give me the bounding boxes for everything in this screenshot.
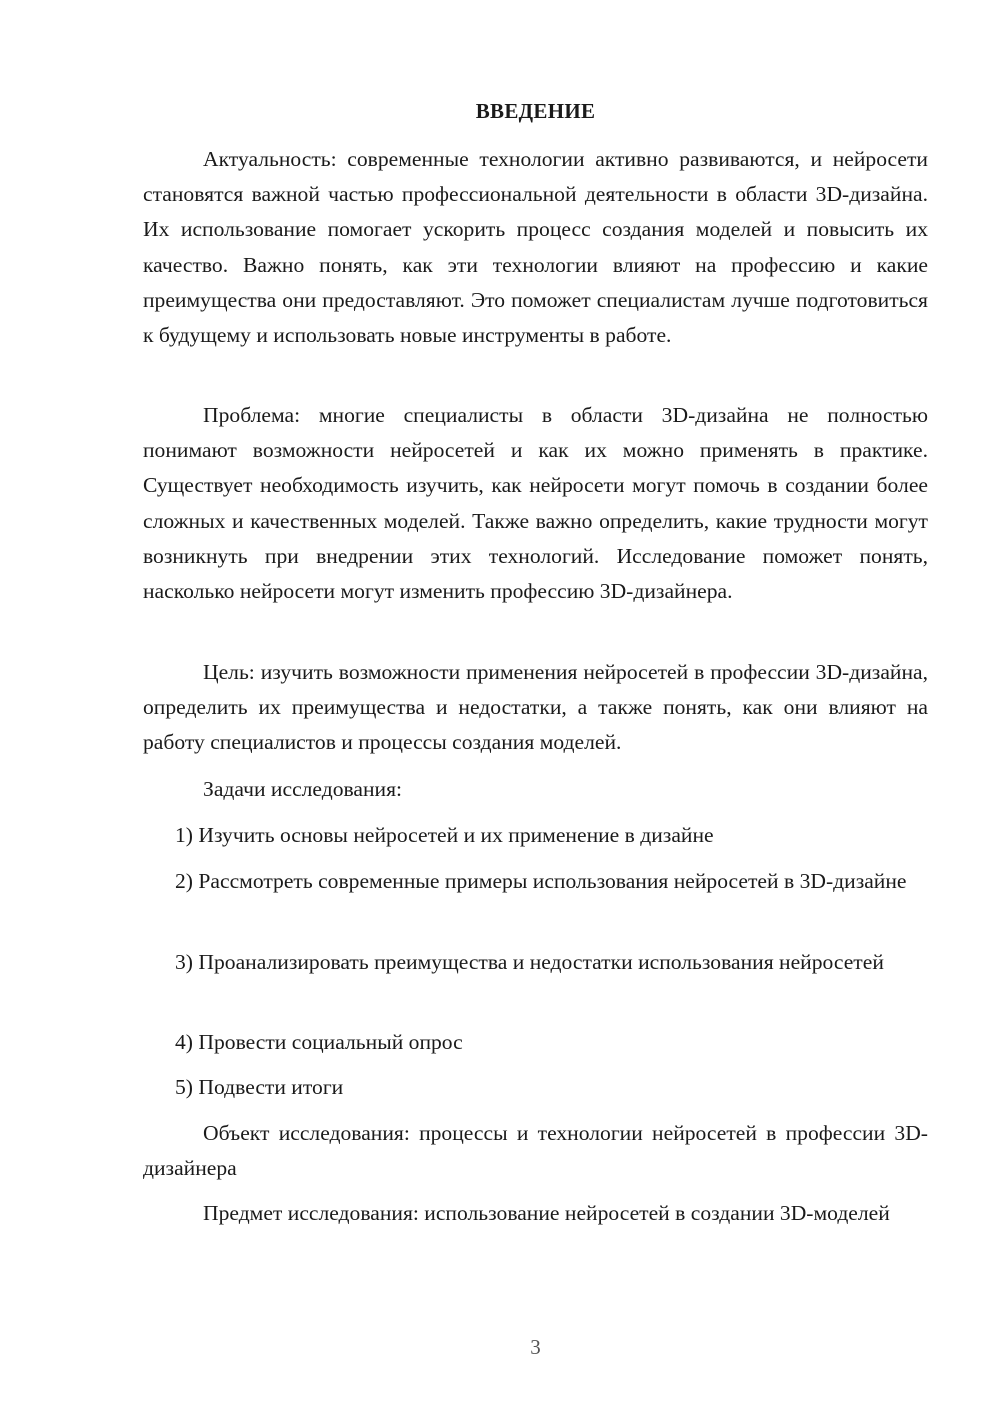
task-item-2: 2) Рассмотреть современные примеры использования нейросетей в 3D-дизайне <box>175 869 907 893</box>
section-heading: ВВЕДЕНИЕ <box>475 99 596 123</box>
document-page <box>143 0 928 1414</box>
tasks-heading: Задачи исследования: <box>203 777 403 801</box>
relevance-paragraph: Актуальность: современные технологии активно развиваются, и нейросети становятся важной частью профессиональной деятельности в области 3D-дизайна. Их использование помогает ускорить процесс создания моделей и повысить их качество. Важно понять, как эти технологии влияют на профессию и какие преимущества они предоставляют. Это поможет специалистам лучше подготовиться к будущему и использовать новые инструменты в работе. <box>143 147 928 348</box>
goal-paragraph: Цель: изучить возможности применения нейросетей в профессии 3D-дизайна, определить их преимущества и недостатки, а также понять, как они влияют на работу специалистов и процессы создания моделей. <box>143 660 928 755</box>
subject-paragraph: Предмет исследования: использование нейросетей в создании 3D-моделей <box>203 1201 890 1225</box>
task-item-1: 1) Изучить основы нейросетей и их применение в дизайне <box>175 823 714 847</box>
task-item-4: 4) Провести социальный опрос <box>175 1030 463 1054</box>
task-item-5: 5) Подвести итоги <box>175 1075 344 1099</box>
task-item-3: 3) Проанализировать преимущества и недостатки использования нейросетей <box>175 950 884 974</box>
object-paragraph: Объект исследования: процессы и технологии нейросетей в профессии 3D-дизайнера <box>143 1121 928 1181</box>
problem-paragraph: Проблема: многие специалисты в области 3D-дизайна не полностью понимают возможности нейросетей и как их можно применять в практике. Существует необходимость изучить, как нейросети могут помочь в создании более сложных и качественных моделей. Также важно определить, какие трудности могут возникнуть при внедрении этих технологий. Исследование поможет понять, насколько нейросети могут изменить профессию 3D-дизайнера. <box>143 403 928 604</box>
page-number: 3 <box>530 1335 541 1359</box>
